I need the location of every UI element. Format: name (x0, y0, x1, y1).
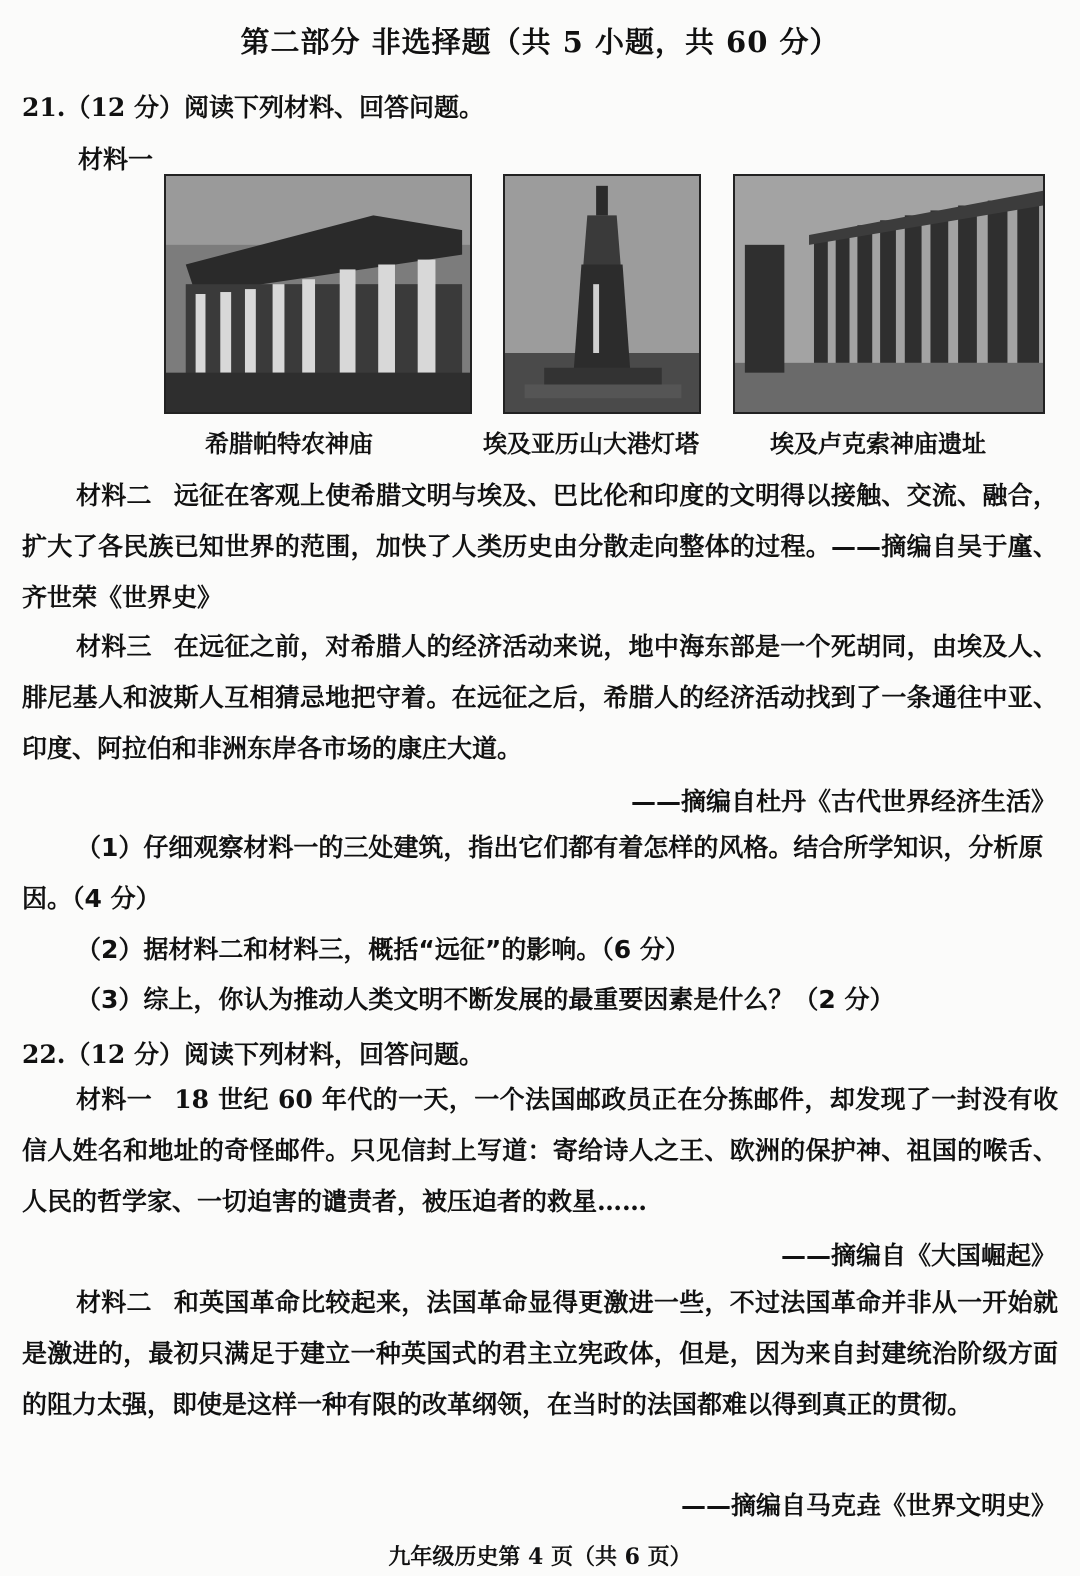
q22-material1-label: 材料一 (76, 1085, 153, 1114)
question-22-header: 22.（12 分）阅读下列材料，回答问题。 (22, 1040, 484, 1069)
q21-subquestion-2: （2）据材料二和材料三，概括“远征”的影响。（6 分） (76, 935, 690, 964)
q22-material1 (22, 1074, 1058, 1227)
question-21-header: 21.（12 分）阅读下列材料、回答问题。 (22, 93, 484, 122)
caption-lighthouse: 埃及亚历山大港灯塔 (483, 429, 699, 458)
q21-material3-source: ——摘编自杜丹《古代世界经济生活》 (630, 787, 1056, 816)
q22-material1-text: 18 世纪 60 年代的一天，一个法国邮政员正在分拣邮件，却发现了一封没有收信人姓名和地址的奇怪邮件。只见信封上写道：寄给诗人之王、欧洲的保护神、祖国的喉舌、人民的哲学家、一切迫害的谴责者，被压迫者的救星…… (22, 1085, 1058, 1216)
q22-material1-source: ——摘编自《大国崛起》 (780, 1241, 1056, 1270)
q21-material3 (22, 621, 1058, 774)
q21-material2-text: 远征在客观上使希腊文明与埃及、巴比伦和印度的文明得以接触、交流、融合，扩大了各民族已知世界的范围，加快了人类历史由分散走向整体的过程。——摘编自吴于廑、齐世荣《世界史》 (22, 481, 1058, 612)
luxor-temple-photo (733, 174, 1045, 414)
q21-material2 (22, 470, 1058, 623)
parthenon-photo (164, 174, 472, 414)
q21-material3-label: 材料三 (76, 632, 152, 661)
q21-material1-label: 材料一 (78, 145, 154, 174)
section-title: 第二部分 非选择题（共 5 小题，共 60 分） (240, 25, 840, 59)
q21-subquestion-1: （1）仔细观察材料一的三处建筑，指出它们都有着怎样的风格。结合所学知识，分析原因。（4 分） (22, 833, 1044, 913)
q22-material2-source: ——摘编自马克垚《世界文明史》 (680, 1491, 1056, 1520)
q21-subquestion-3: （3）综上，你认为推动人类文明不断发展的最重要因素是什么？（2 分） (76, 985, 895, 1014)
q21-material3-text: 在远征之前，对希腊人的经济活动来说，地中海东部是一个死胡同，由埃及人、腓尼基人和波斯人互相猜忌地把守着。在远征之后，希腊人的经济活动找到了一条通往中亚、印度、阿拉伯和非洲东岸各市场的康庄大道。 (22, 632, 1058, 763)
q21-material2-label: 材料二 (76, 481, 152, 510)
lighthouse-photo (503, 174, 701, 414)
q22-material2 (22, 1277, 1058, 1430)
q22-material2-text: 和英国革命比较起来，法国革命显得更激进一些，不过法国革命并非从一开始就是激进的，最初只满足于建立一种英国式的君主立宪政体，但是，因为来自封建统治阶级方面的阻力太强，即使是这样一种有限的改革纲领，在当时的法国都难以得到真正的贯彻。 (22, 1288, 1058, 1419)
q22-material2-label: 材料二 (76, 1288, 152, 1317)
caption-parthenon: 希腊帕特农神庙 (205, 429, 373, 458)
caption-luxor: 埃及卢克索神庙遗址 (770, 429, 986, 458)
page-footer: 九年级历史第 4 页（共 6 页） (388, 1544, 692, 1570)
